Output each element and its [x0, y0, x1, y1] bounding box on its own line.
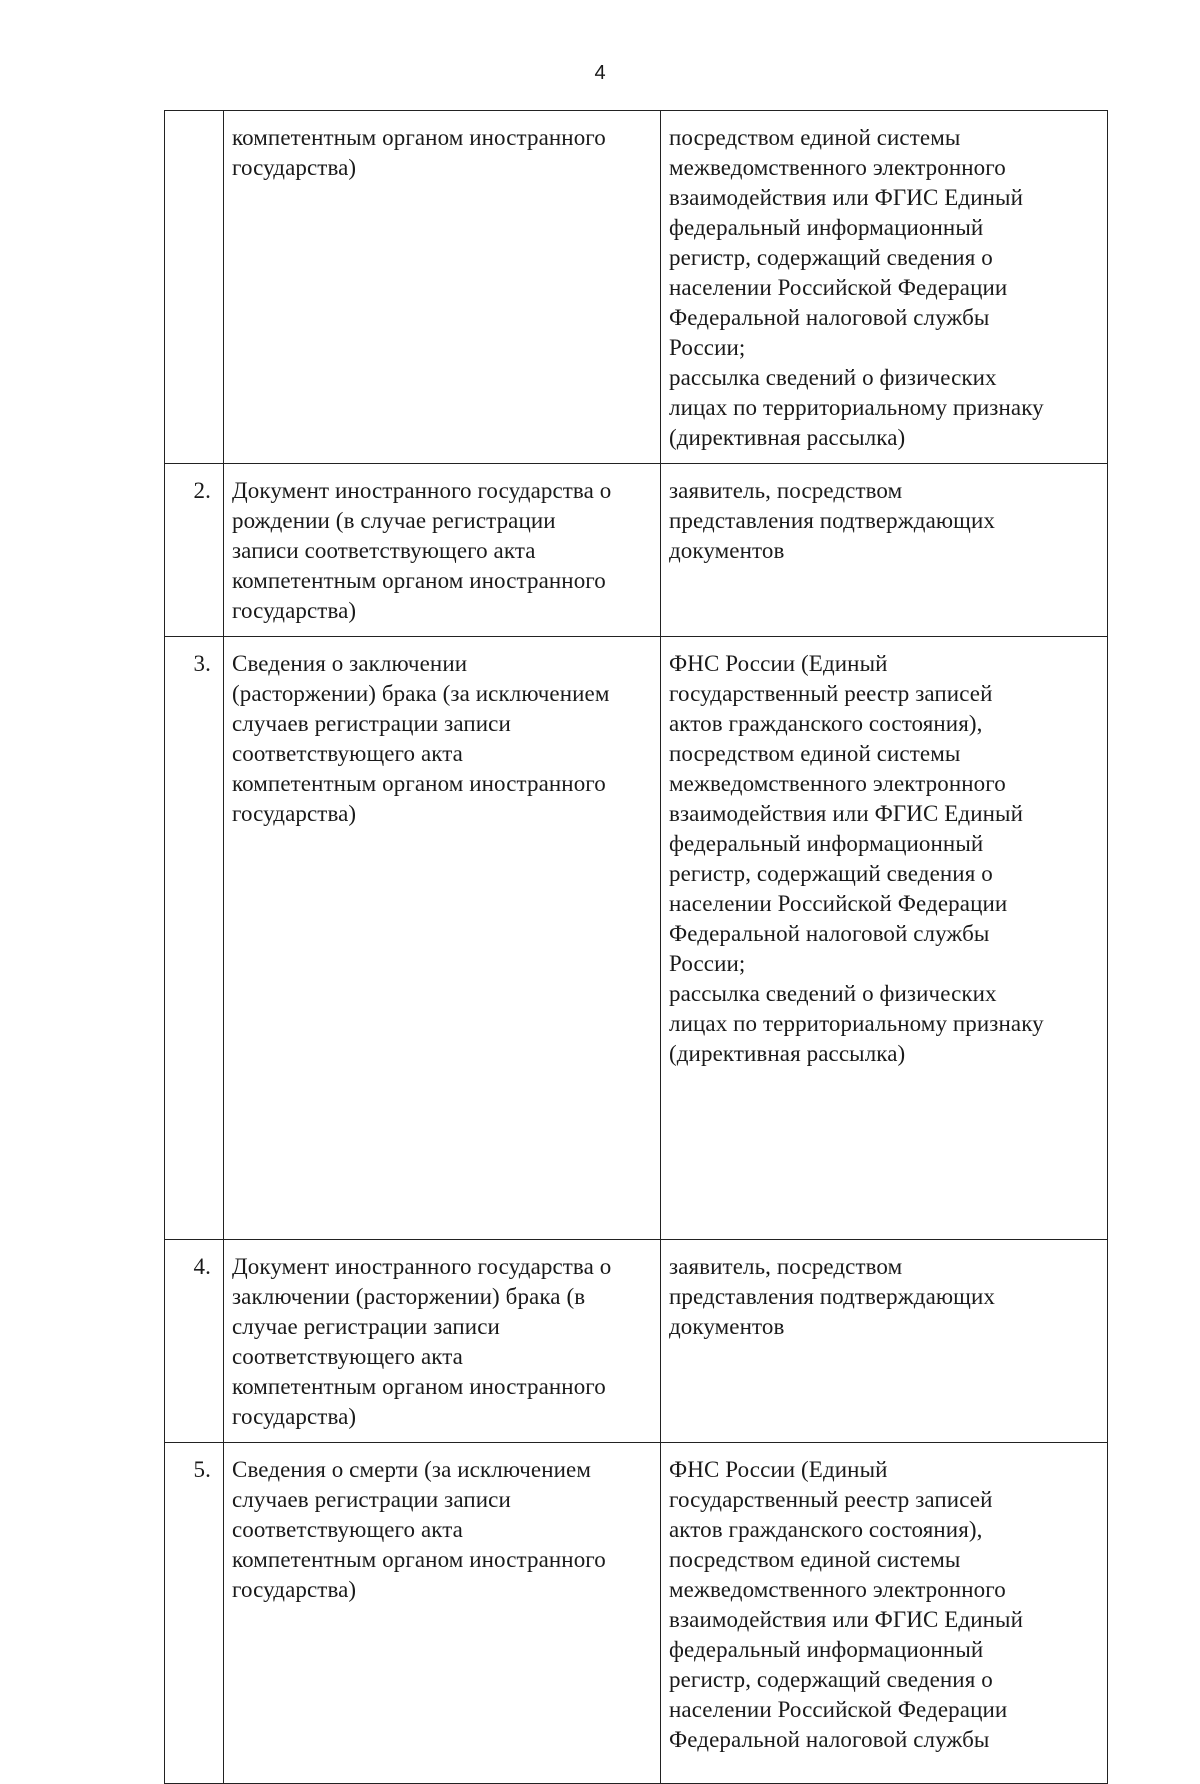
table-row — [165, 464, 1108, 637]
row-number-cell — [165, 111, 224, 464]
table-row — [165, 1443, 1108, 1784]
document-cell: Сведения о смерти (за исключением случаев регистрации записи соответствующего акта компетентным органом иностранного государства) — [224, 1443, 661, 1784]
source-cell: ФНС России (Единый государственный реестр записей актов гражданского состояния), посредством единой системы межведомственного электронного взаимодействия или ФГИС Единый федеральный информационный регистр, содержащий сведения о населении Российской Федерации Федеральной налоговой службы России; рассылка сведений о физических лицах по территориальному признаку (директивная рассылка) — [661, 637, 1108, 1240]
source-cell: заявитель, посредством представления подтверждающих документов — [661, 1240, 1108, 1443]
documents-table — [164, 110, 1108, 1784]
document-cell: компетентным органом иностранного государства) — [224, 111, 661, 464]
source-cell: заявитель, посредством представления подтверждающих документов — [661, 464, 1108, 637]
page-number: 4 — [594, 62, 606, 84]
row-number-cell: 4. — [165, 1240, 224, 1443]
row-number-cell: 2. — [165, 464, 224, 637]
table-row — [165, 111, 1108, 464]
source-cell: посредством единой системы межведомственного электронного взаимодействия или ФГИС Единый федеральный информационный регистр, содержащий сведения о населении Российской Федерации Федеральной налоговой службы России; рассылка сведений о физических лицах по территориальному признаку (директивная рассылка) — [661, 111, 1108, 464]
row-number-cell: 5. — [165, 1443, 224, 1784]
document-cell: Документ иностранного государства о рождении (в случае регистрации записи соответствующего акта компетентным органом иностранного государства) — [224, 464, 661, 637]
table-row — [165, 637, 1108, 1240]
row-number-cell: 3. — [165, 637, 224, 1240]
source-cell: ФНС России (Единый государственный реестр записей актов гражданского состояния), посредством единой системы межведомственного электронного взаимодействия или ФГИС Единый федеральный информационный регистр, содержащий сведения о населении Российской Федерации Федеральной налоговой службы — [661, 1443, 1108, 1784]
document-cell: Сведения о заключении (расторжении) брака (за исключением случаев регистрации записи соответствующего акта компетентным органом иностранного государства) — [224, 637, 661, 1240]
document-cell: Документ иностранного государства о заключении (расторжении) брака (в случае регистрации записи соответствующего акта компетентным органом иностранного государства) — [224, 1240, 661, 1443]
table-row — [165, 1240, 1108, 1443]
